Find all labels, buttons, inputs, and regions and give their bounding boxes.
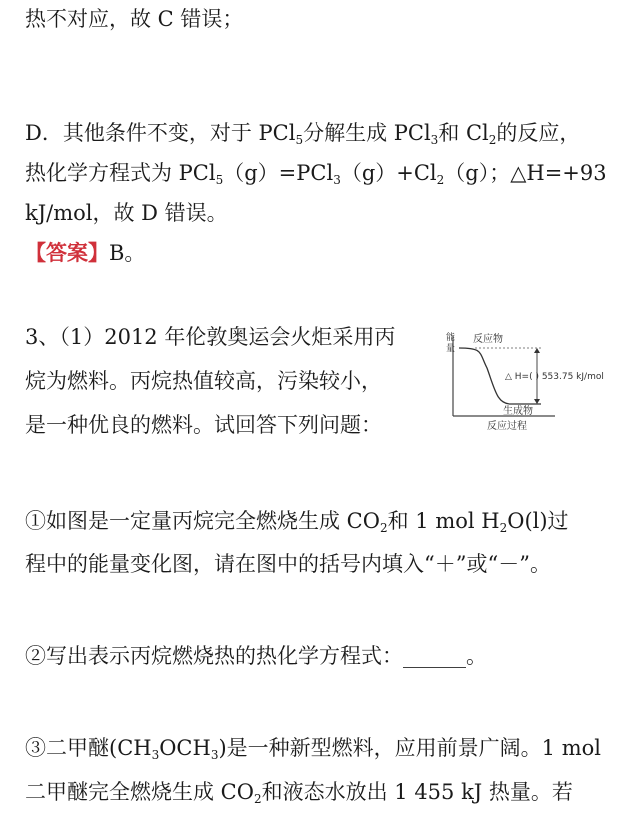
question-3-line: 3、（1）2012 年伦敦奥运会火炬采用丙 bbox=[25, 325, 396, 349]
energy-diagram bbox=[445, 328, 635, 433]
text-line: kJ/mol，故 D 错误。 bbox=[25, 201, 228, 225]
arrow-head-down bbox=[534, 399, 540, 404]
question-3-line: 烷为燃料。丙烷热值较高，污染较小， bbox=[25, 369, 382, 393]
reactant-label: 反应物 bbox=[473, 334, 503, 345]
option-d-line: D．其他条件不变，对于 PCl$_5$分解生成 PCl$_3$和 $Cl_2$的反应， bbox=[25, 121, 581, 147]
sub-question-3-line: ③二甲醚$(CH_3OCH_3)$是一种新型燃料，应用前景广阔。1 mol bbox=[25, 736, 601, 762]
product-label: 生成物 bbox=[503, 406, 533, 417]
delta-h-label: △ H=( ) 553.75 kJ/mol bbox=[505, 372, 604, 382]
x-axis-label: 反应过程 bbox=[487, 421, 527, 432]
sub-question-1-line: 程中的能量变化图，请在图中的括号内填入“＋”或“－”。 bbox=[25, 552, 551, 576]
question-3-line: 是一种优良的燃料。试回答下列问题： bbox=[25, 413, 382, 437]
answer-line: 【答案】B。 bbox=[25, 240, 146, 265]
sub-question-3-line: 二甲醚完全燃烧生成 $CO_2$和液态水放出 1 455 kJ 热量。若 bbox=[25, 780, 573, 806]
equation-line: 热化学方程式为 $PCl_5(g)=PCl_3(g)+Cl_2(g)$；△H=+93 bbox=[25, 161, 607, 187]
sub-question-1-line: ①如图是一定量丙烷完全燃烧生成 $CO_2$和 1 mol $H_2O(l)$过 bbox=[25, 509, 569, 535]
text-line: 热不对应，故 C 错误； bbox=[25, 7, 244, 31]
y-label-bottom: 量 bbox=[446, 344, 456, 354]
arrow-head-up bbox=[534, 348, 540, 353]
answer-tag: 【答案】 bbox=[25, 240, 109, 265]
sub-question-2-line: ②写出表示丙烷燃烧热的热化学方程式：______。 bbox=[25, 644, 487, 668]
y-label-top: 能 bbox=[446, 333, 456, 343]
